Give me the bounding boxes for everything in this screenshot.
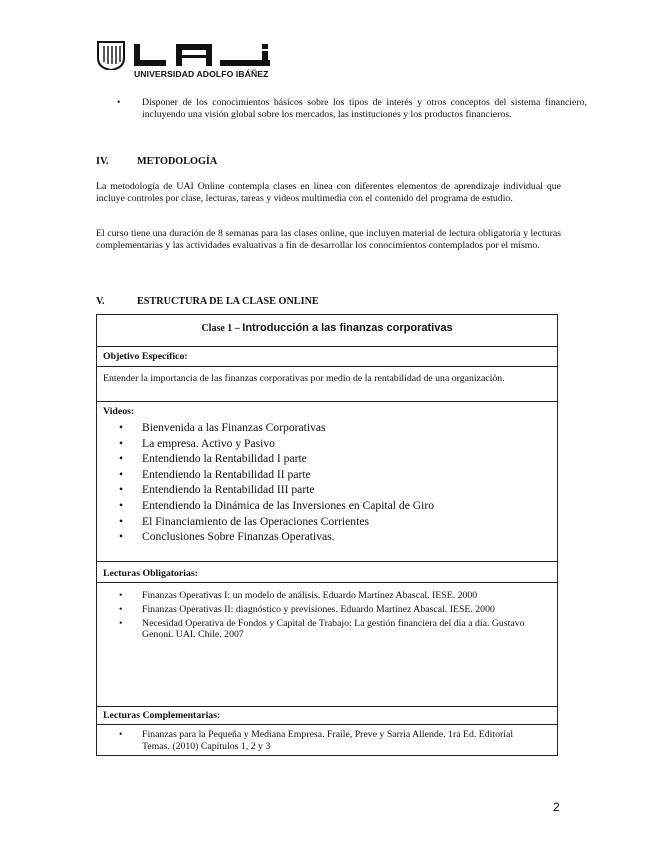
complementary-readings-label: Lecturas Complementarias:: [103, 710, 221, 721]
video-item: • Bienvenida a las Finanzas Corporativas: [97, 420, 434, 436]
complementary-readings-list: [97, 729, 542, 754]
videos-label: Videos:: [103, 406, 135, 417]
methodology-paragraph-1: La metodología de UAI Online contempla clases en línea con diferentes elementos de aprendizaje individual que incluye controles por clase, lecturas, tareas y videos multimedia con el contenido del programa de estudio.: [96, 181, 561, 205]
table-divider: [97, 366, 557, 367]
class-title: Introducción a las finanzas corporativas: [242, 322, 453, 334]
uai-logo-icon: [96, 40, 276, 70]
methodology-paragraph-2: El curso tiene una duración de 8 semanas para las clases online, que incluyen material de lectura obligatoria y lecturas complementarias y las actividades evaluativas a fin de desarrollar los conocimientos contemplados por el mismo.: [96, 228, 561, 252]
section-number: V.: [96, 296, 105, 307]
intro-bullet-text: Disponer de los conocimientos básicos sobre los tipos de interés y otros conceptos del sistema financiero, incluyendo una visión global sobre los mercados, las instituciones y los productos financieros.: [142, 97, 587, 121]
section-title: METODOLOGÍA: [137, 156, 218, 167]
video-item: • La empresa. Activo y Pasivo: [97, 436, 434, 452]
video-item: • Entendiendo la Dinámica de las Inversiones en Capital de Giro: [97, 498, 434, 514]
reading-item: • Finanzas para la Pequeña y Mediana Empresa. Fraile, Preve y Sarria Allende. 1ra Ed. Editorial Temas. (2010) Capítulos 1, 2 y 3: [97, 729, 542, 752]
video-item: • El Financiamiento de las Operaciones Corrientes: [97, 514, 434, 530]
section-number: IV.: [96, 156, 109, 167]
video-item: • Entendiendo la Rentabilidad III parte: [97, 482, 434, 498]
section-heading-estructura: [96, 296, 319, 307]
page-number: 2: [553, 800, 560, 814]
section-heading-metodologia: [96, 156, 217, 167]
class-prefix: Clase 1 –: [201, 323, 240, 334]
class-structure-table: [96, 314, 558, 756]
videos-list: [97, 420, 434, 545]
table-divider: [97, 346, 557, 347]
reading-item: • Finanzas Operativas II: diagnóstico y previsiones. Eduardo Martínez Abascal. IESE. 2000: [97, 604, 542, 616]
table-divider: [97, 582, 557, 583]
objective-label: Objetivo Específico:: [103, 351, 188, 362]
table-divider: [97, 706, 557, 707]
reading-item: • Finanzas Operativas I: un modelo de análisis. Eduardo Martínez Abascal. IESE. 2000: [97, 590, 542, 602]
logo-text: UNIVERSIDAD ADOLFO IBÁÑEZ: [134, 69, 269, 79]
objective-text: Entender la importancia de las finanzas corporativas por medio de la rentabilidad de una organización.: [103, 373, 505, 384]
video-item: • Conclusiones Sobre Finanzas Operativas.: [97, 529, 434, 545]
video-item: • Entendiendo la Rentabilidad I parte: [97, 451, 434, 467]
class-title-cell: [97, 322, 557, 334]
video-item: • Entendiendo la Rentabilidad II parte: [97, 467, 434, 483]
mandatory-readings-list: [97, 590, 542, 643]
table-divider: [97, 401, 557, 402]
section-title: ESTRUCTURA DE LA CLASE ONLINE: [137, 296, 319, 307]
bullet-icon: •: [117, 97, 121, 108]
reading-item: • Necesidad Operativa de Fondos y Capital de Trabajo: La gestión financiera del día a día. Gustavo Genoni. UAI. Chile. 2007: [97, 618, 542, 641]
mandatory-readings-label: Lecturas Obligatorias:: [103, 568, 198, 579]
table-divider: [97, 561, 557, 562]
table-divider: [97, 724, 557, 725]
university-logo: [96, 40, 276, 82]
